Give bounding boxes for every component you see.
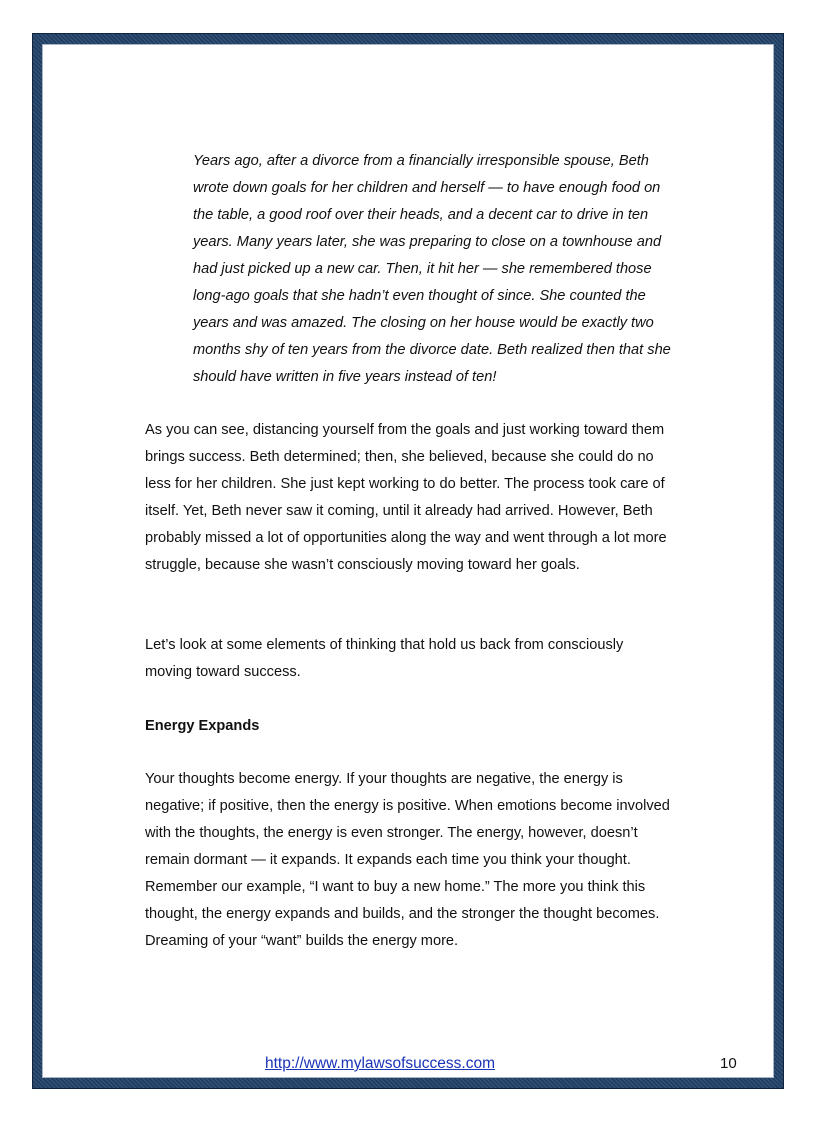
footer-website-link[interactable]: http://www.mylawsofsuccess.com <box>265 1055 495 1072</box>
body-paragraph-3: Your thoughts become energy. If your thoughts are negative, the energy is negative; if positive, then the energy is positive. When emotions become involved with the thoughts, the energy is even stronger. The energy, however, doesn’t remain dormant — it expands. It expands each time you think your thought. Remember our example, “I want to buy a new home.” The more you think this thought, the energy expands and builds, and the stronger the thought becomes. Dreaming of your “want” builds the energy more. <box>145 771 670 949</box>
body-paragraph-1: As you can see, distancing yourself from the goals and just working toward them brings success. Beth determined; then, she believed, because she could do no less for her children. She just kept working to do better. The process took care of itself. Yet, Beth never saw it coming, until it already had arrived. However, Beth probably missed a lot of opportunities along the way and went through a lot more struggle, because she wasn’t consciously moving toward her goals. <box>145 422 667 573</box>
section-heading: Energy Expands <box>145 718 260 734</box>
body-paragraph-2: Let’s look at some elements of thinking that hold us back from consciously moving toward success. <box>145 637 624 680</box>
page-number: 10 <box>720 1055 737 1072</box>
quote-paragraph: Years ago, after a divorce from a financially irresponsible spouse, Beth wrote down goals for her children and herself — to have enough food on the table, a good roof over their heads, and a decent car to drive in ten years. Many years later, she was preparing to close on a townhouse and had just picked up a new car. Then, it hit her — she remembered those long-ago goals that she hadn’t even thought of since. She counted the years and was amazed. The closing on her house would be exactly two months shy of ten years from the divorce date. Beth realized then that she should have written in five years instead of ten! <box>193 153 671 385</box>
